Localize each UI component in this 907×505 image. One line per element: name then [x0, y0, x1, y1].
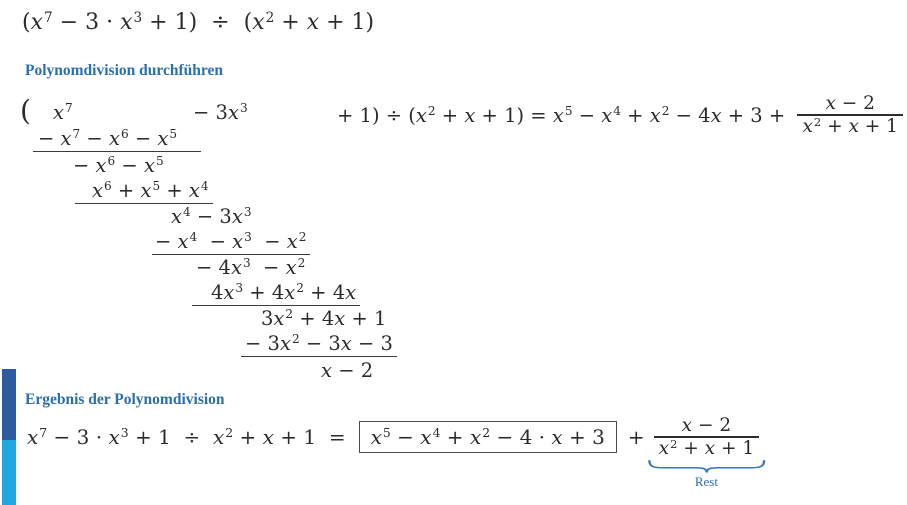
step-line: $x^6 + x^5 + x^4$ — [75, 178, 213, 204]
fraction-numerator: x − 2 — [825, 93, 875, 115]
division-equation-text: + $1) \div (x^2 + x + 1) = x^5 - x^4 + x^2 - 4x + 3$ + — [337, 103, 792, 127]
result-line — [27, 410, 759, 489]
underbrace-icon — [647, 460, 766, 474]
remainder-underbrace — [647, 460, 766, 490]
step-line: $3x^2 + 4x + 1$ — [261, 307, 387, 330]
result-plus: + — [627, 425, 645, 449]
fraction-denominator: $x^2 + x + 1$ — [802, 114, 898, 137]
result-remainder-fraction — [654, 415, 759, 489]
result-lhs: $x^7 - 3 \cdot x^3 + 1 \div x^2 + x + 1$ = — [27, 425, 346, 449]
accent-bar-dark — [2, 369, 16, 440]
result-quotient-box: $x^5 - x^4 + x^2 - 4 \cdot x + 3$ — [359, 421, 617, 453]
step-line: $4x^3 + 4x^2 + 4x$ — [192, 280, 360, 306]
inline-remainder-fraction — [797, 93, 902, 137]
problem-statement: $(x^7 - 3 \cdot x^3 + 1) \div (x^2 + x + 1)$ — [22, 9, 375, 35]
step-line: − $4x^3 - x^2$ — [196, 256, 306, 279]
step-line: − $3x^2 - 3x - 3$ — [241, 331, 397, 357]
fraction-denominator: $x^2 + x + 1$ — [658, 436, 755, 459]
step-line: − $x^4 - x^3 - x^2$ — [152, 229, 310, 255]
step-line: − $x^6 - x^5$ — [73, 154, 164, 177]
division-main-line — [337, 91, 903, 139]
heading-perform: Polynomdivision durchführen — [25, 62, 223, 79]
dividend-term-minus3x3: − $3x^3$ — [193, 101, 248, 124]
step-line: − $x^7 - x^6 - x^5$ — [33, 126, 201, 152]
dividend-open-paren: ( — [20, 94, 31, 127]
remainder-label: Rest — [694, 473, 718, 489]
heading-result: Ergebnis der Polynomdivision — [25, 391, 225, 408]
dividend-term-x7: $x^7$ — [53, 101, 73, 124]
step-line: $x^4 - 3x^3$ — [171, 205, 252, 228]
step-line: x − 2 — [321, 359, 374, 382]
accent-bar-light — [2, 440, 16, 505]
fraction-numerator: x − 2 — [681, 415, 732, 437]
